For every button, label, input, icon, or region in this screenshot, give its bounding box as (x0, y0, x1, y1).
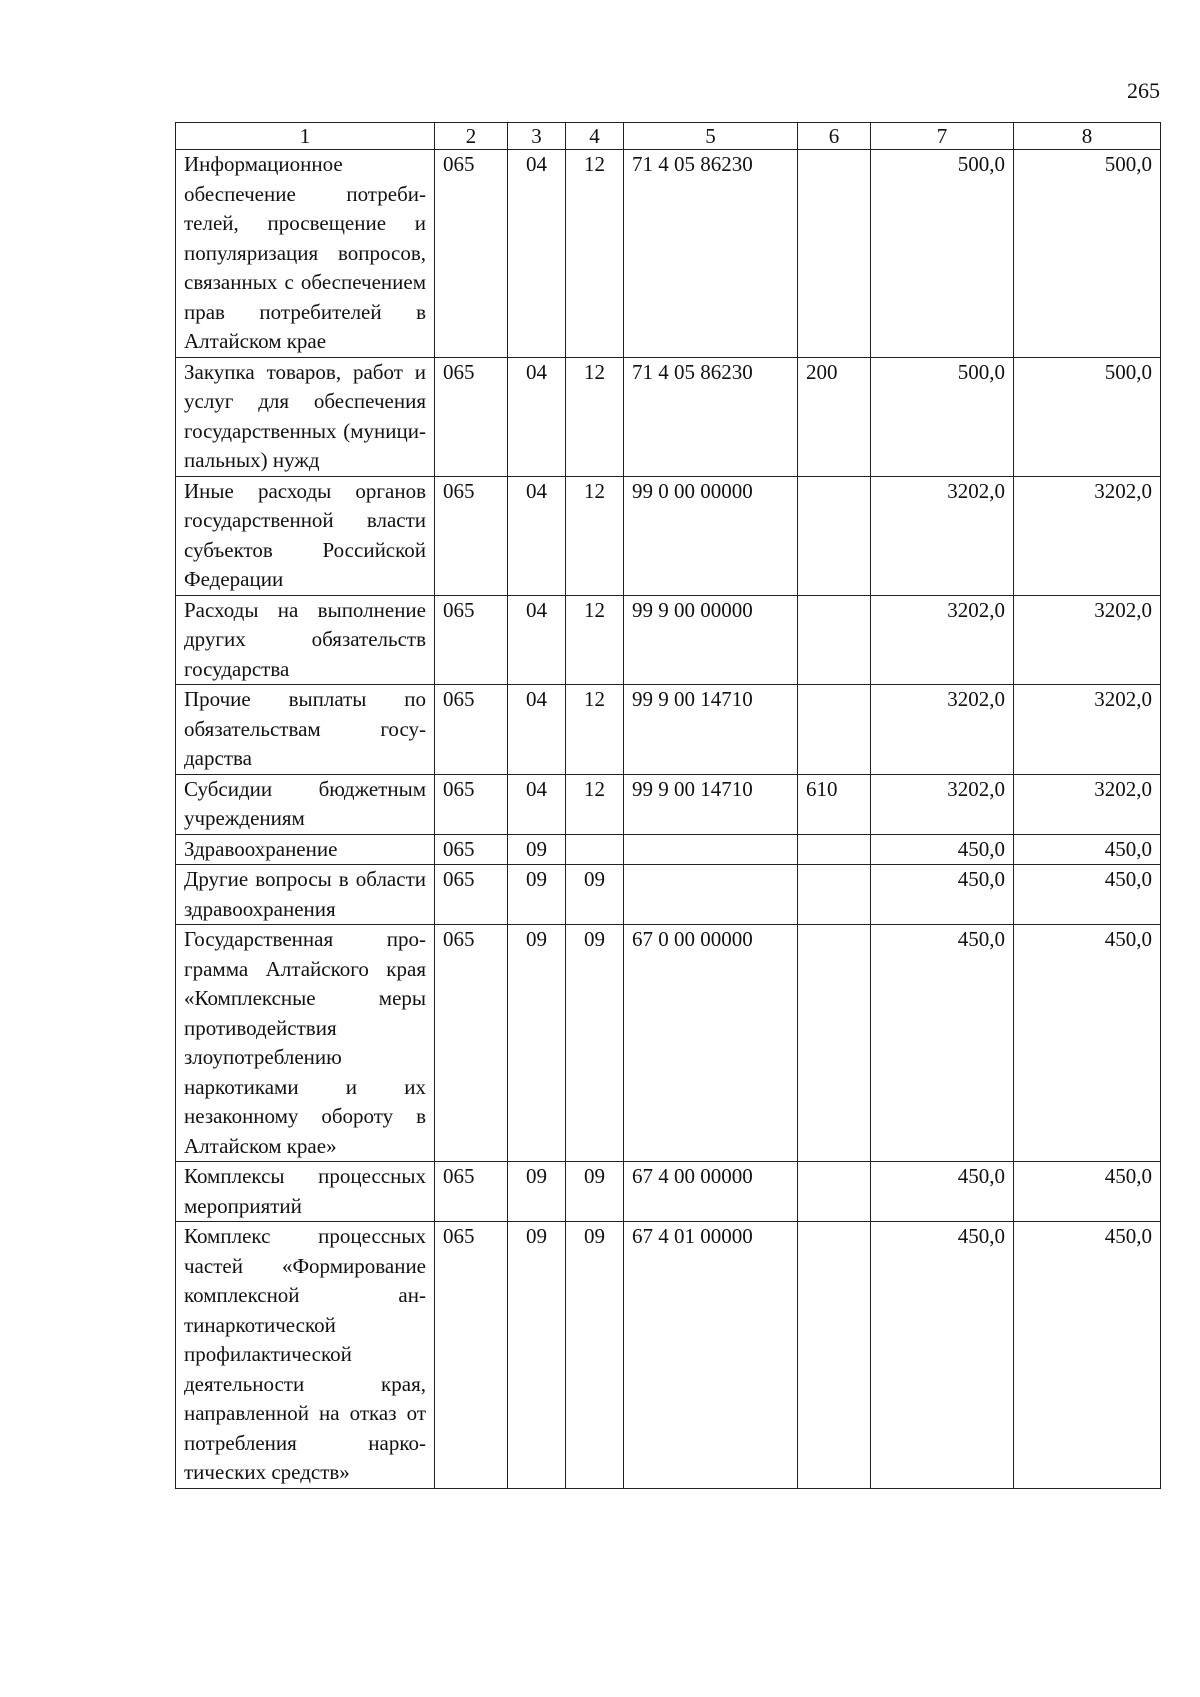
expense-name-cell: Прочие выплаты по обязательствам государства (176, 685, 435, 775)
ministry-code-cell: 065 (435, 357, 508, 476)
section-cell: 04 (508, 685, 566, 775)
expense-type-cell (798, 865, 871, 925)
amount-2025-cell: 450,0 (871, 1162, 1014, 1222)
expense-name-cell: Расходы на выполнение других обязательств государства (176, 595, 435, 685)
target-item-cell: 99 9 00 14710 (624, 685, 798, 775)
amount-2025-cell: 450,0 (871, 865, 1014, 925)
table-header (176, 123, 1161, 150)
amount-2026-cell: 500,0 (1014, 150, 1161, 358)
subsection-cell: 12 (566, 774, 624, 834)
amount-2025-cell: 3202,0 (871, 685, 1014, 775)
expense-name-cell: Информационное обеспечение потребителей, просвещение и популяризация вопросов, связанных с обеспечением прав потребителей в Алтайском крае (176, 150, 435, 358)
ministry-code-cell: 065 (435, 925, 508, 1162)
amount-2025-cell: 450,0 (871, 834, 1014, 865)
amount-2025-cell: 3202,0 (871, 476, 1014, 595)
target-item-cell: 99 9 00 14710 (624, 774, 798, 834)
amount-2025-cell: 500,0 (871, 150, 1014, 358)
target-item-cell: 67 4 00 00000 (624, 1162, 798, 1222)
expense-type-cell (798, 595, 871, 685)
subsection-cell: 12 (566, 595, 624, 685)
subsection-cell: 09 (566, 1162, 624, 1222)
expense-type-cell: 200 (798, 357, 871, 476)
amount-2025-cell: 450,0 (871, 1222, 1014, 1489)
expense-type-cell (798, 476, 871, 595)
section-cell: 09 (508, 834, 566, 865)
expense-name-cell: Комплекс процессных частей «Формирование комплексной антинаркотической профилактической деятельности края, направленной на отказ от потребления наркотических средств» (176, 1222, 435, 1489)
table-row (176, 1162, 1161, 1222)
target-item-cell: 99 9 00 00000 (624, 595, 798, 685)
target-item-cell (624, 865, 798, 925)
amount-2026-cell: 450,0 (1014, 1222, 1161, 1489)
subsection-cell: 12 (566, 685, 624, 775)
expense-type-cell (798, 1162, 871, 1222)
amount-2025-cell: 500,0 (871, 357, 1014, 476)
table-row (176, 925, 1161, 1162)
amount-2026-cell: 3202,0 (1014, 595, 1161, 685)
expense-name-cell: Здравоохранение (176, 834, 435, 865)
expense-type-cell (798, 1222, 871, 1489)
section-cell: 09 (508, 1222, 566, 1489)
column-header-3: 3 (508, 123, 566, 150)
section-cell: 04 (508, 595, 566, 685)
subsection-cell (566, 834, 624, 865)
column-header-4: 4 (566, 123, 624, 150)
expense-name-cell: Субсидии бюджетным учреждениям (176, 774, 435, 834)
amount-2026-cell: 3202,0 (1014, 685, 1161, 775)
subsection-cell: 12 (566, 476, 624, 595)
section-cell: 09 (508, 865, 566, 925)
subsection-cell: 12 (566, 357, 624, 476)
amount-2025-cell: 3202,0 (871, 774, 1014, 834)
ministry-code-cell: 065 (435, 1222, 508, 1489)
amount-2026-cell: 450,0 (1014, 865, 1161, 925)
page-number: 265 (1127, 78, 1160, 103)
expense-type-cell (798, 834, 871, 865)
budget-table (175, 122, 1161, 1489)
section-cell: 04 (508, 774, 566, 834)
amount-2026-cell: 3202,0 (1014, 774, 1161, 834)
target-item-cell: 71 4 05 86230 (624, 357, 798, 476)
expense-name-cell: Иные расходы органов государственной власти субъектов Российской Федерации (176, 476, 435, 595)
expense-name-cell: Государственная программа Алтайского края «Комплексные меры противодействия злоупотреблению наркотиками и их незаконному обороту в Алтайском крае» (176, 925, 435, 1162)
table-row (176, 150, 1161, 358)
table-row (176, 865, 1161, 925)
column-header-2: 2 (435, 123, 508, 150)
ministry-code-cell: 065 (435, 150, 508, 358)
amount-2026-cell: 450,0 (1014, 925, 1161, 1162)
ministry-code-cell: 065 (435, 834, 508, 865)
column-header-7: 7 (871, 123, 1014, 150)
ministry-code-cell: 065 (435, 865, 508, 925)
section-cell: 04 (508, 476, 566, 595)
table-row (176, 774, 1161, 834)
column-header-8: 8 (1014, 123, 1161, 150)
subsection-cell: 12 (566, 150, 624, 358)
expense-type-cell: 610 (798, 774, 871, 834)
expense-name-cell: Другие вопросы в области здравоохранения (176, 865, 435, 925)
section-cell: 04 (508, 150, 566, 358)
subsection-cell: 09 (566, 1222, 624, 1489)
table-body (176, 150, 1161, 1489)
table-row (176, 834, 1161, 865)
subsection-cell: 09 (566, 925, 624, 1162)
amount-2026-cell: 3202,0 (1014, 476, 1161, 595)
ministry-code-cell: 065 (435, 774, 508, 834)
table-row (176, 595, 1161, 685)
expense-type-cell (798, 925, 871, 1162)
amount-2026-cell: 450,0 (1014, 1162, 1161, 1222)
table-row (176, 357, 1161, 476)
expense-name-cell: Закупка товаров, работ и услуг для обеспечения государственных (муниципальных) нужд (176, 357, 435, 476)
ministry-code-cell: 065 (435, 595, 508, 685)
expense-type-cell (798, 150, 871, 358)
subsection-cell: 09 (566, 865, 624, 925)
header-row (176, 123, 1161, 150)
table-row (176, 685, 1161, 775)
amount-2026-cell: 500,0 (1014, 357, 1161, 476)
amount-2025-cell: 3202,0 (871, 595, 1014, 685)
expense-type-cell (798, 685, 871, 775)
target-item-cell (624, 834, 798, 865)
ministry-code-cell: 065 (435, 685, 508, 775)
section-cell: 04 (508, 357, 566, 476)
column-header-1: 1 (176, 123, 435, 150)
target-item-cell: 67 0 00 00000 (624, 925, 798, 1162)
section-cell: 09 (508, 1162, 566, 1222)
table-row (176, 476, 1161, 595)
column-header-6: 6 (798, 123, 871, 150)
amount-2025-cell: 450,0 (871, 925, 1014, 1162)
ministry-code-cell: 065 (435, 476, 508, 595)
ministry-code-cell: 065 (435, 1162, 508, 1222)
amount-2026-cell: 450,0 (1014, 834, 1161, 865)
section-cell: 09 (508, 925, 566, 1162)
target-item-cell: 99 0 00 00000 (624, 476, 798, 595)
target-item-cell: 67 4 01 00000 (624, 1222, 798, 1489)
target-item-cell: 71 4 05 86230 (624, 150, 798, 358)
expense-name-cell: Комплексы процессных мероприятий (176, 1162, 435, 1222)
table-row (176, 1222, 1161, 1489)
column-header-5: 5 (624, 123, 798, 150)
